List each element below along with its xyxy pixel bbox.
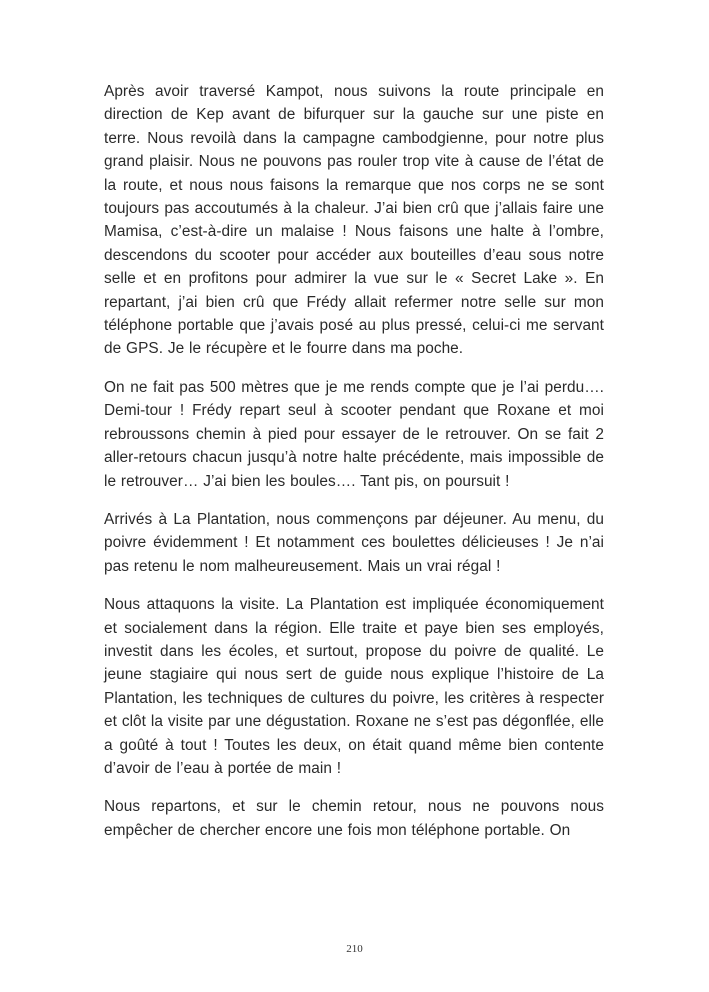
paragraph-1: Après avoir traversé Kampot, nous suivons la route principale en direction de Kep avant de bifurquer sur la gauche sur une piste en terre. Nous revoilà dans la campagne cambodgienne, pour notre plus grand plaisir. Nous ne pouvons pas rouler trop vite à cause de l’état de la route, et nous nous faisons la remarque que nos corps ne se sont toujours pas accoutumés à la chaleur. J’ai bien crû que j’allais faire une Mamisa, c’est-à-dire un malaise ! Nous faisons une halte à l’ombre, descendons du scooter pour accéder aux bouteilles d’eau sous notre selle et en profitons pour admirer la vue sur le « Secret Lake ». En repartant, j’ai bien crû que Frédy allait refermer notre selle sur mon téléphone portable que j’avais posé au plus pressé, celui-ci me servant de GPS. Je le récupère et le fourre dans ma poche. [104,83,604,358]
paragraph-2: On ne fait pas 500 mètres que je me rends compte que je l’ai perdu…. Demi-tour ! Frédy repart seul à scooter pendant que Roxane et moi rebroussons chemin à pied pour essayer de le retrouver. On se fait 2 aller-retours chacun jusqu’à notre halte précédente, mais impossible de le retrouver… J’ai bien les boules…. Tant pis, on poursuit ! [104,378,604,490]
page-number: 210 [346,943,363,955]
paragraph-4: Nous attaquons la visite. La Plantation est impliquée économiquement et socialement dans la région. Elle traite et paye bien ses employés, investit dans les écoles, et surtout, propose du poivre de qualité. Le jeune stagiaire qui nous sert de guide nous explique l’histoire de La Plantation, les techniques de cultures du poivre, les critères à respecter et clôt la visite par une dégustation. Roxane ne s’est pas dégonflée, elle a goûté à tout ! Toutes les deux, on était quand même bien contente d’avoir de l’eau à portée de main ! [104,596,604,777]
paragraph-5: Nous repartons, et sur le chemin retour, nous ne pouvons nous empêcher de chercher encore une fois mon téléphone portable. On [104,798,604,839]
paragraph-3: Arrivés à La Plantation, nous commençons par déjeuner. Au menu, du poivre évidemment ! Et notamment ces boulettes délicieuses ! Je n’ai pas retenu le nom malheureusement. Mais un vrai régal ! [104,510,604,575]
page-body [104,80,604,857]
